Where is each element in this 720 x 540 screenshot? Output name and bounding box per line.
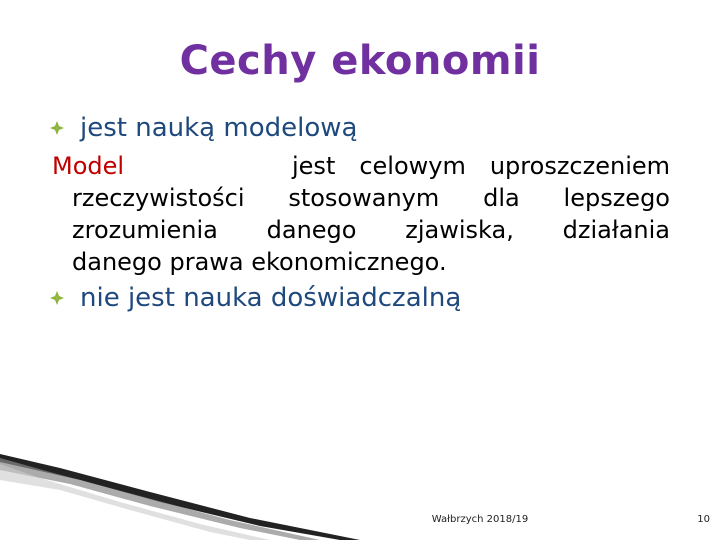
footer-text: Wałbrzych 2018/19 [431, 514, 529, 525]
page-number: 10 [697, 514, 710, 525]
definition-paragraph [52, 150, 670, 278]
bullet-item [50, 283, 461, 313]
bullet-text: nie jest nauka doświadczalną [80, 283, 462, 313]
bullet-text: jest nauką modelową [80, 113, 358, 143]
model-term: Model [52, 152, 125, 180]
definition-line1-rest: jest celowym uproszczeniem [292, 152, 671, 180]
definition-line: danego prawa ekonomicznego. [72, 248, 447, 276]
definition-line: rzeczywistości stosowanym dla lepszego [72, 184, 670, 212]
decorative-swoosh [0, 440, 720, 540]
bullet-item [50, 113, 357, 143]
diamond-bullet-icon [50, 121, 64, 135]
slide-title: Cechy ekonomii [179, 38, 541, 84]
definition-line [52, 150, 670, 182]
definition-line: zrozumienia danego zjawiska, działania [72, 216, 670, 244]
diamond-bullet-icon [50, 291, 64, 305]
